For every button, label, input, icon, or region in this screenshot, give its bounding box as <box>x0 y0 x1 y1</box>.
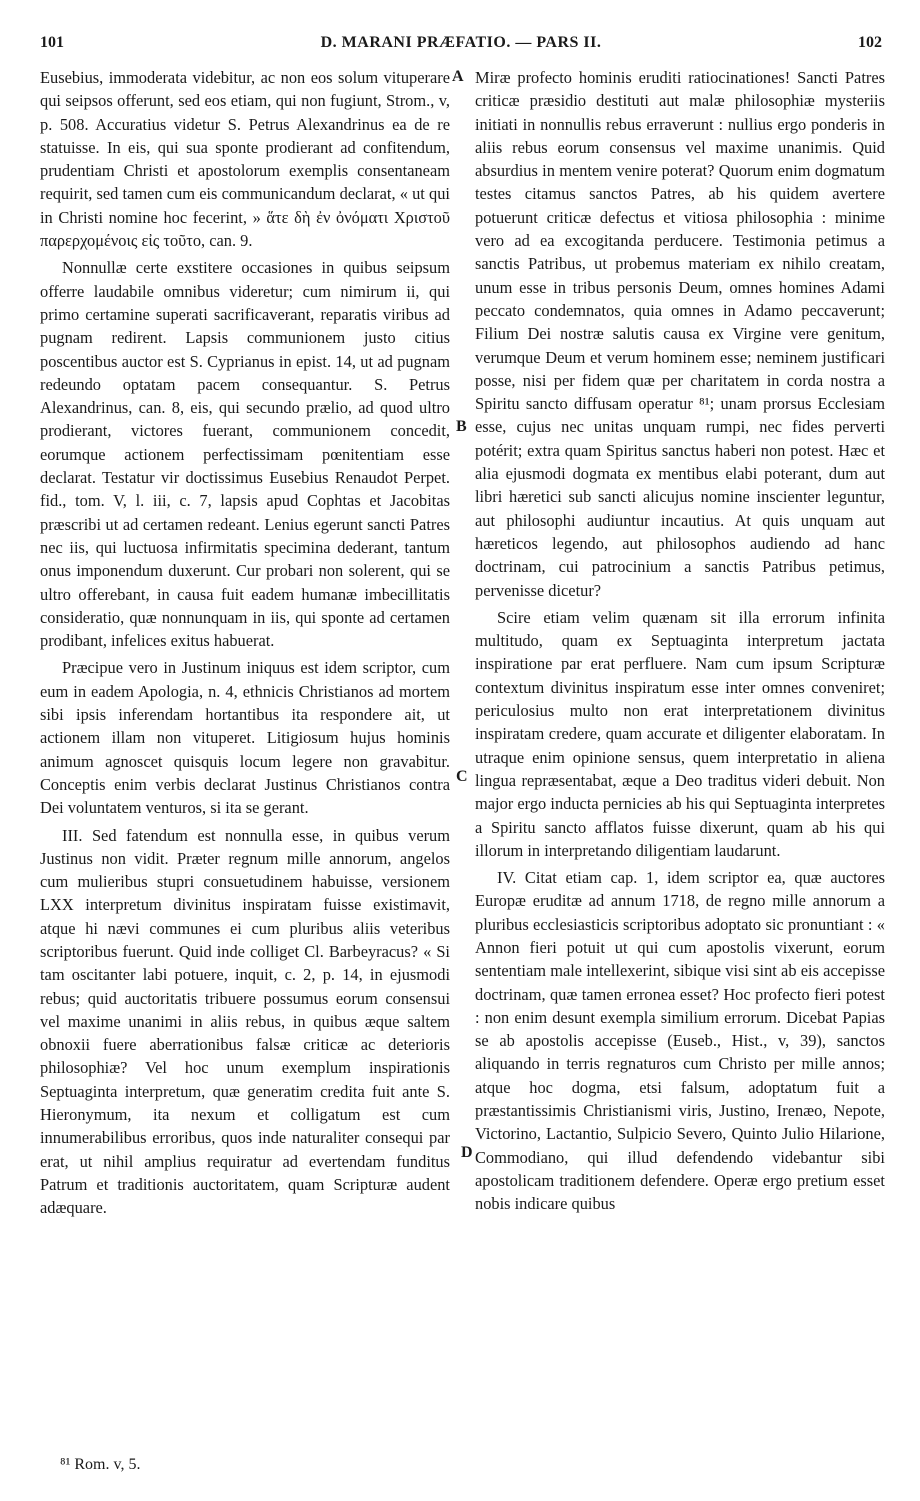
paragraph: Eusebius, immoderata videbitur, ac non eos solum vituperare qui seipsos offerunt, sed eos etiam, qui non fugiunt, Strom., v, p. 508. Accuratius videtur S. Petrus Alexandrinus ea de re statuisse. In eis, qui sua sponte prodierant ad confitendum, prudentiam Christi et apostolorum exemplis consentaneam requirit, sed tamen cum eis communicandum declarat, « ut qui in Christi nomine hoc fecerint, » ἅτε δὴ ἐν ὀνόματι Χριστοῦ παρερχομένοις εἰς τοῦτο, can. 9. <box>40 68 450 251</box>
paragraph: Nonnullæ certe exstitere occasiones in quibus seipsum offerre laudabile omnibus videretur; cum nimirum ii, qui primo certamine superati sacrificaverant, reparatis viribus ad pugnam redirent. Lapsis communionem justo citius poscentibus auctor est S. Cyprianus in epist. 14, ut ad pugnam redeundo optatam pacem consequantur. S. Petrus Alexandrinus, can. 8, eis, qui secundo prælio, ad quod ultro prodierant, victores fuerant, communionem concedit, eorumque actionem perfectissimam pœnitentiam esse declarat. Testatur vir doctissimus Eusebius Renaudot Perpet. fid., tom. V, l. iii, c. 7, lapsis apud Cophtas et Jacobitas præscribi ut ad certamen redeant. Lenius egerunt sancti Patres nec iis, qui luctuosa infirmitatis specimina dederant, tantum onus imponendum duxerunt. Cur probari non solerent, qui se ultro offerebant, in causa fuit eadem humanæ imbecillitatis consideratio, quæ nonnunquam in iis, qui sponte ad certamen prodibant, infelices exitus habuerat. <box>40 258 450 651</box>
page-number-left: 101 <box>40 34 64 51</box>
running-title: D. MARANI PRÆFATIO. — PARS II. <box>320 34 602 51</box>
margin-marker-a: A <box>452 68 464 85</box>
paragraph: IV. Citat etiam cap. 1, idem scriptor ea, quæ auctores Europæ eruditæ ad annum 1718, de regno mille annorum a pluribus ecclesiasticis scriptoribus adoptato sic pronuntiant : « Annon fieri potuit ut qui cum apostolis vixerunt, eorum sententiam male intellexerint, sibique visi sint ab eis accepisse doctrinam, quæ tamen erronea esset? Hoc profecto fieri potest : non enim desunt exempla similium errorum. Dicebat Papias se ab apostolis accepisse (Euseb., Hist., v, 39), sanctos aliquando in terris regnaturos cum Christo per mille annos; atque hoc dogma, etsi falsum, adoptatum fuit a præstantissimis Christianismi viris, Justino, Irenæo, Nepote, Victorino, Lactantio, Sulpicio Severo, Quinto Julio Hilarione, Commodiano, qui illud defendendo videbantur sibi apostolicam traditionem defendere. Operæ ergo pretium esset nobis indicare quibus <box>475 868 885 1214</box>
page-number-right: 102 <box>858 34 882 51</box>
paragraph: Scire etiam velim quænam sit illa errorum infinita multitudo, quam ex Septuaginta interpretum jactata inspiratione par erat perfluere. Nam cum ipsum Scripturæ contextum divinitus inspiratum esse inter omnes conveniret; periculosius multo non erat interpretationem divinitus inspiratam credere, quam accurate et diligenter elaboratam. In utraque enim opinione sensus, quem interpretatio in aliena lingua repræsentabat, æque a Deo traditus videri debuit. Non major ergo inducta pernicies ab his qui Septuaginta interpretes a Spiritu sancto afflatos fuisse dixerunt, quam ab his qui illorum in interpretando diligentiam laudarunt. <box>475 607 885 860</box>
footnote: ⁸¹ Rom. v, 5. <box>60 1456 141 1473</box>
paragraph: III. Sed fatendum est nonnulla esse, in quibus verum Justinus non vidit. Præter regnum mille annorum, angelos cum mulieribus stupri consuetudinem habuisse, versionem LXX interpretum divinitus inspiratam fuisse existimavit, atque hi nævi communes ei cum pluribus aliis veteribus scriptoribus fuerunt. Quid inde colliget Cl. Barbeyracus? « Si tam oscitanter labi potuere, inquit, c. 2, p. 14, in ejusmodi rebus; quid auctoritatis tribuere possumus eorum consensui vel maxime unanimi in aliis rebus, in quibus æque saltem obnoxii fuere aberrationibus falsæ criticæ ac deterioris philosophiæ? Vel hoc unum exemplum inspirationis Septuaginta interpretum, quæ generatim credita fuit ante S. Hieronymum, ita nexum et colligatum est cum innumerabilibus erroribus, quos inde naturaliter consequi par erat, ut nihil amplius requiratur ad evertendam funditus Patrum et traditionis auctoritatem, quam Scripturæ audent adæquare. <box>40 825 450 1218</box>
left-column <box>40 66 450 1220</box>
margin-marker-b: B <box>456 418 467 435</box>
right-column <box>475 66 885 1216</box>
running-header <box>40 34 882 60</box>
paragraph: Miræ profecto hominis eruditi ratiocinationes! Sancti Patres criticæ præsidio destituti aut malæ philosophiæ mysteriis initiati in nonnullis rebus erraverunt : nullius ergo ponderis in aliis rebus eorum consensus vel maxime unanimis. Quid absurdius in mentem venire poterat? Quorum enim dogmatum testes citamus sanctos Patres, ab his quidem avertere potuerunt criticæ defectus et vitiosa philosophia : minime vero ad ea excogitanda perducere. Testimonia petimus a sanctis Patribus, ut probemus materiam ex nihilo creatam, unum esse in tribus personis Deum, omnes homines Adami peccato condemnatos, quia omnes in Adamo peccaverunt; Filium Dei nostræ salutis causa ex Virgine vere genitum, verumque Deum et verum hominem esse; neminem justificari posse, nisi per fidem quæ per charitatem in corda nostra a Spiritu sancto diffusam operatur ⁸¹; unam prorsus Ecclesiam esse, cujus nec unitas unquam rumpi, nec fides perverti potérit; extra quam Spiritus sanctus haberi non potest. Hæc et alia ejusmodi dogmata ex mentibus elabi poterant, dum aut libri hæretici sub sancti alicujus nomine inscienter leguntur, aut philosophi audiuntur incautius. At quis unquam aut hæreticos legendo, aut philosophos audiendo ad hanc doctrinam, cui patrocinium a sanctis Patribus petimus, pervenisse dicetur? <box>475 68 885 600</box>
paragraph: Præcipue vero in Justinum iniquus est idem scriptor, cum eum in eadem Apologia, n. 4, ethnicis Christianos ad mortem sibi ipsis inferendam hortantibus ita respondere ait, ut actionem illam non vituperet. Litigiosum hujus hominis animum agnoscet quisquis locum legere non gravabitur. Conceptis enim verbis declarat Justinus Christianos contra Dei voluntatem venturos, si ita se gerant. <box>40 658 450 818</box>
margin-marker-d: D <box>461 1144 473 1161</box>
margin-marker-c: C <box>456 768 468 785</box>
